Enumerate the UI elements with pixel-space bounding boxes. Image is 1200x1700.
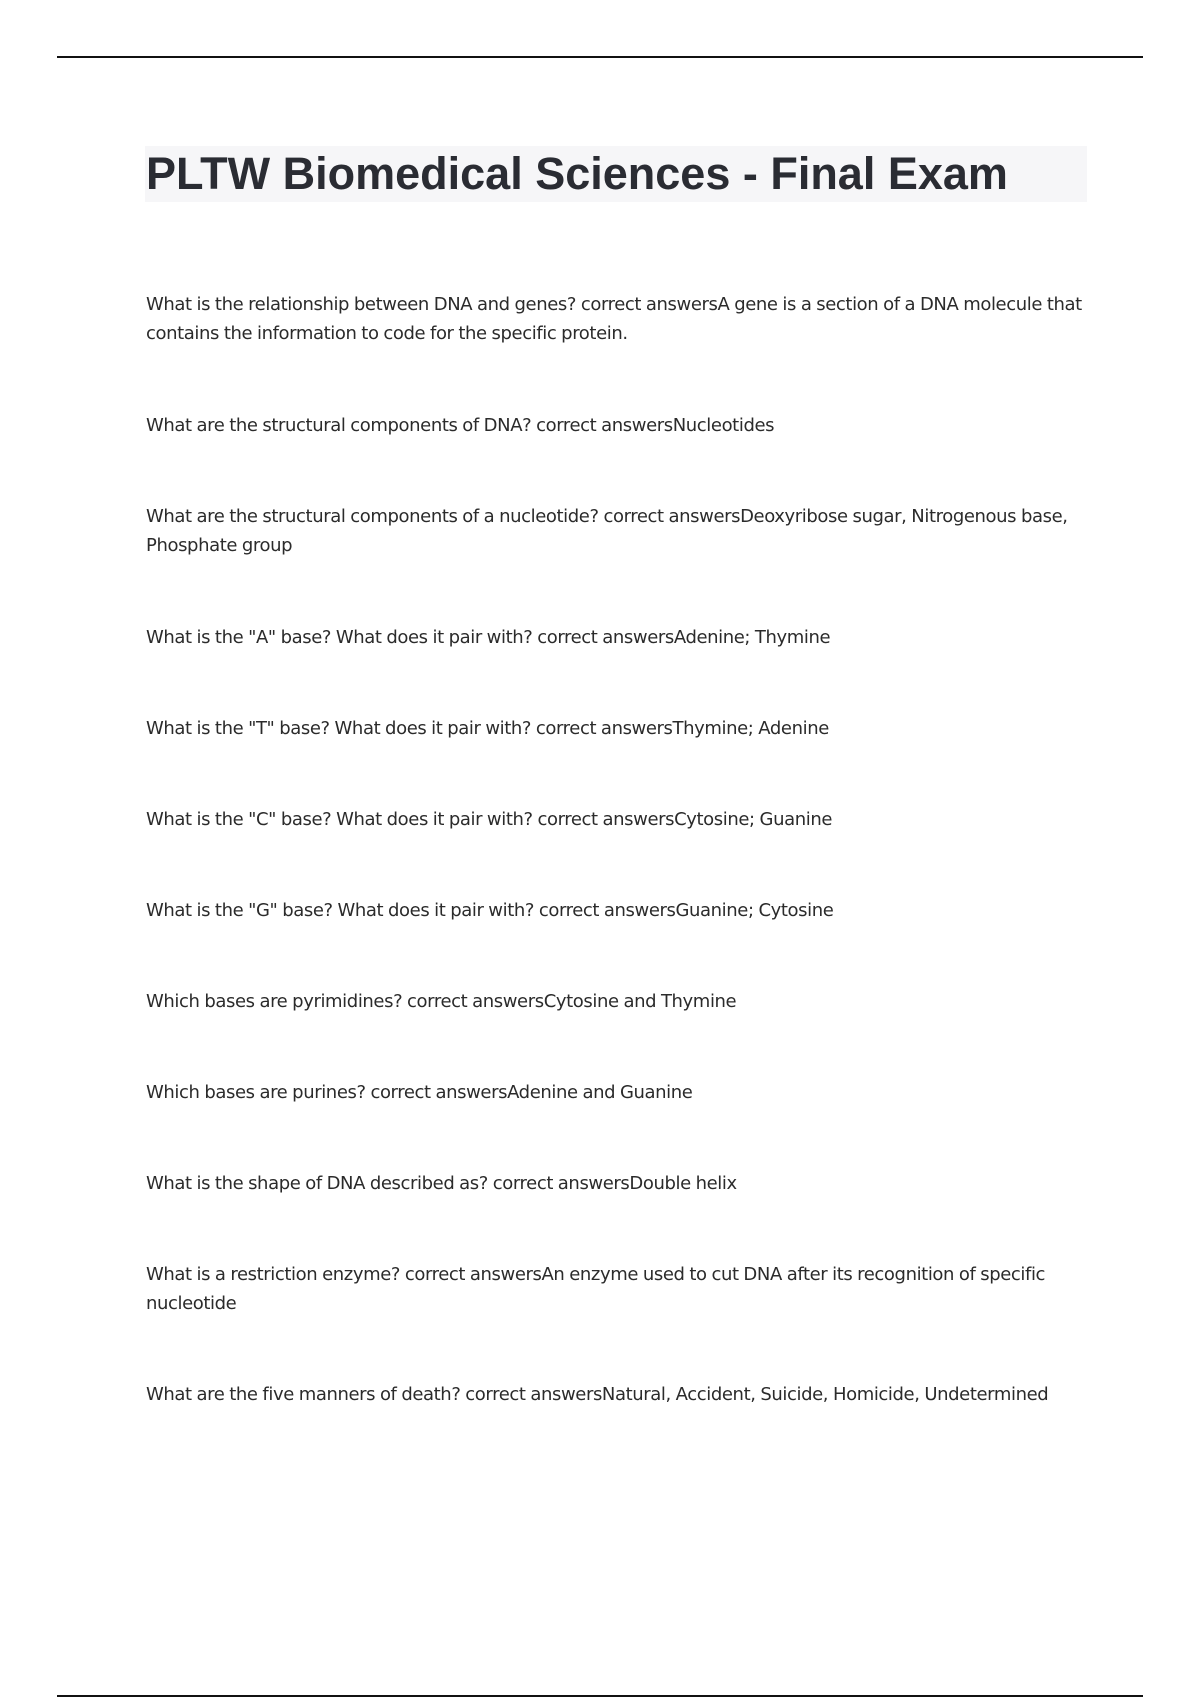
qa-item: What are the structural components of DNA? correct answersNucleotides (146, 415, 775, 436)
qa-item: What is the "A" base? What does it pair with? correct answersAdenine; Thymine (146, 627, 831, 648)
qa-item: What is the relationship between DNA and genes? correct answersA gene is a section of a DNA molecule that contains the information to code for the specific protein. (146, 294, 1082, 344)
document-title: PLTW Biomedical Sciences - Final Exam (146, 148, 1008, 199)
qa-item: What is the "T" base? What does it pair with? correct answersThymine; Adenine (146, 718, 829, 739)
qa-item: Which bases are purines? correct answersAdenine and Guanine (146, 1082, 693, 1103)
bottom-rule (57, 1695, 1143, 1697)
qa-item: What is the "C" base? What does it pair with? correct answersCytosine; Guanine (146, 809, 833, 830)
top-rule (57, 56, 1143, 58)
qa-item: Which bases are pyrimidines? correct answersCytosine and Thymine (146, 991, 737, 1012)
qa-item: What are the structural components of a nucleotide? correct answersDeoxyribose sugar, Nitrogenous base, Phosphate group (146, 506, 1068, 556)
qa-item: What is the shape of DNA described as? correct answersDouble helix (146, 1173, 737, 1194)
qa-item: What is a restriction enzyme? correct answersAn enzyme used to cut DNA after its recognition of specific nucleotide (146, 1264, 1046, 1314)
qa-item: What are the five manners of death? correct answersNatural, Accident, Suicide, Homicide, Undetermined (146, 1384, 1049, 1405)
qa-item: What is the "G" base? What does it pair with? correct answersGuanine; Cytosine (146, 900, 834, 921)
